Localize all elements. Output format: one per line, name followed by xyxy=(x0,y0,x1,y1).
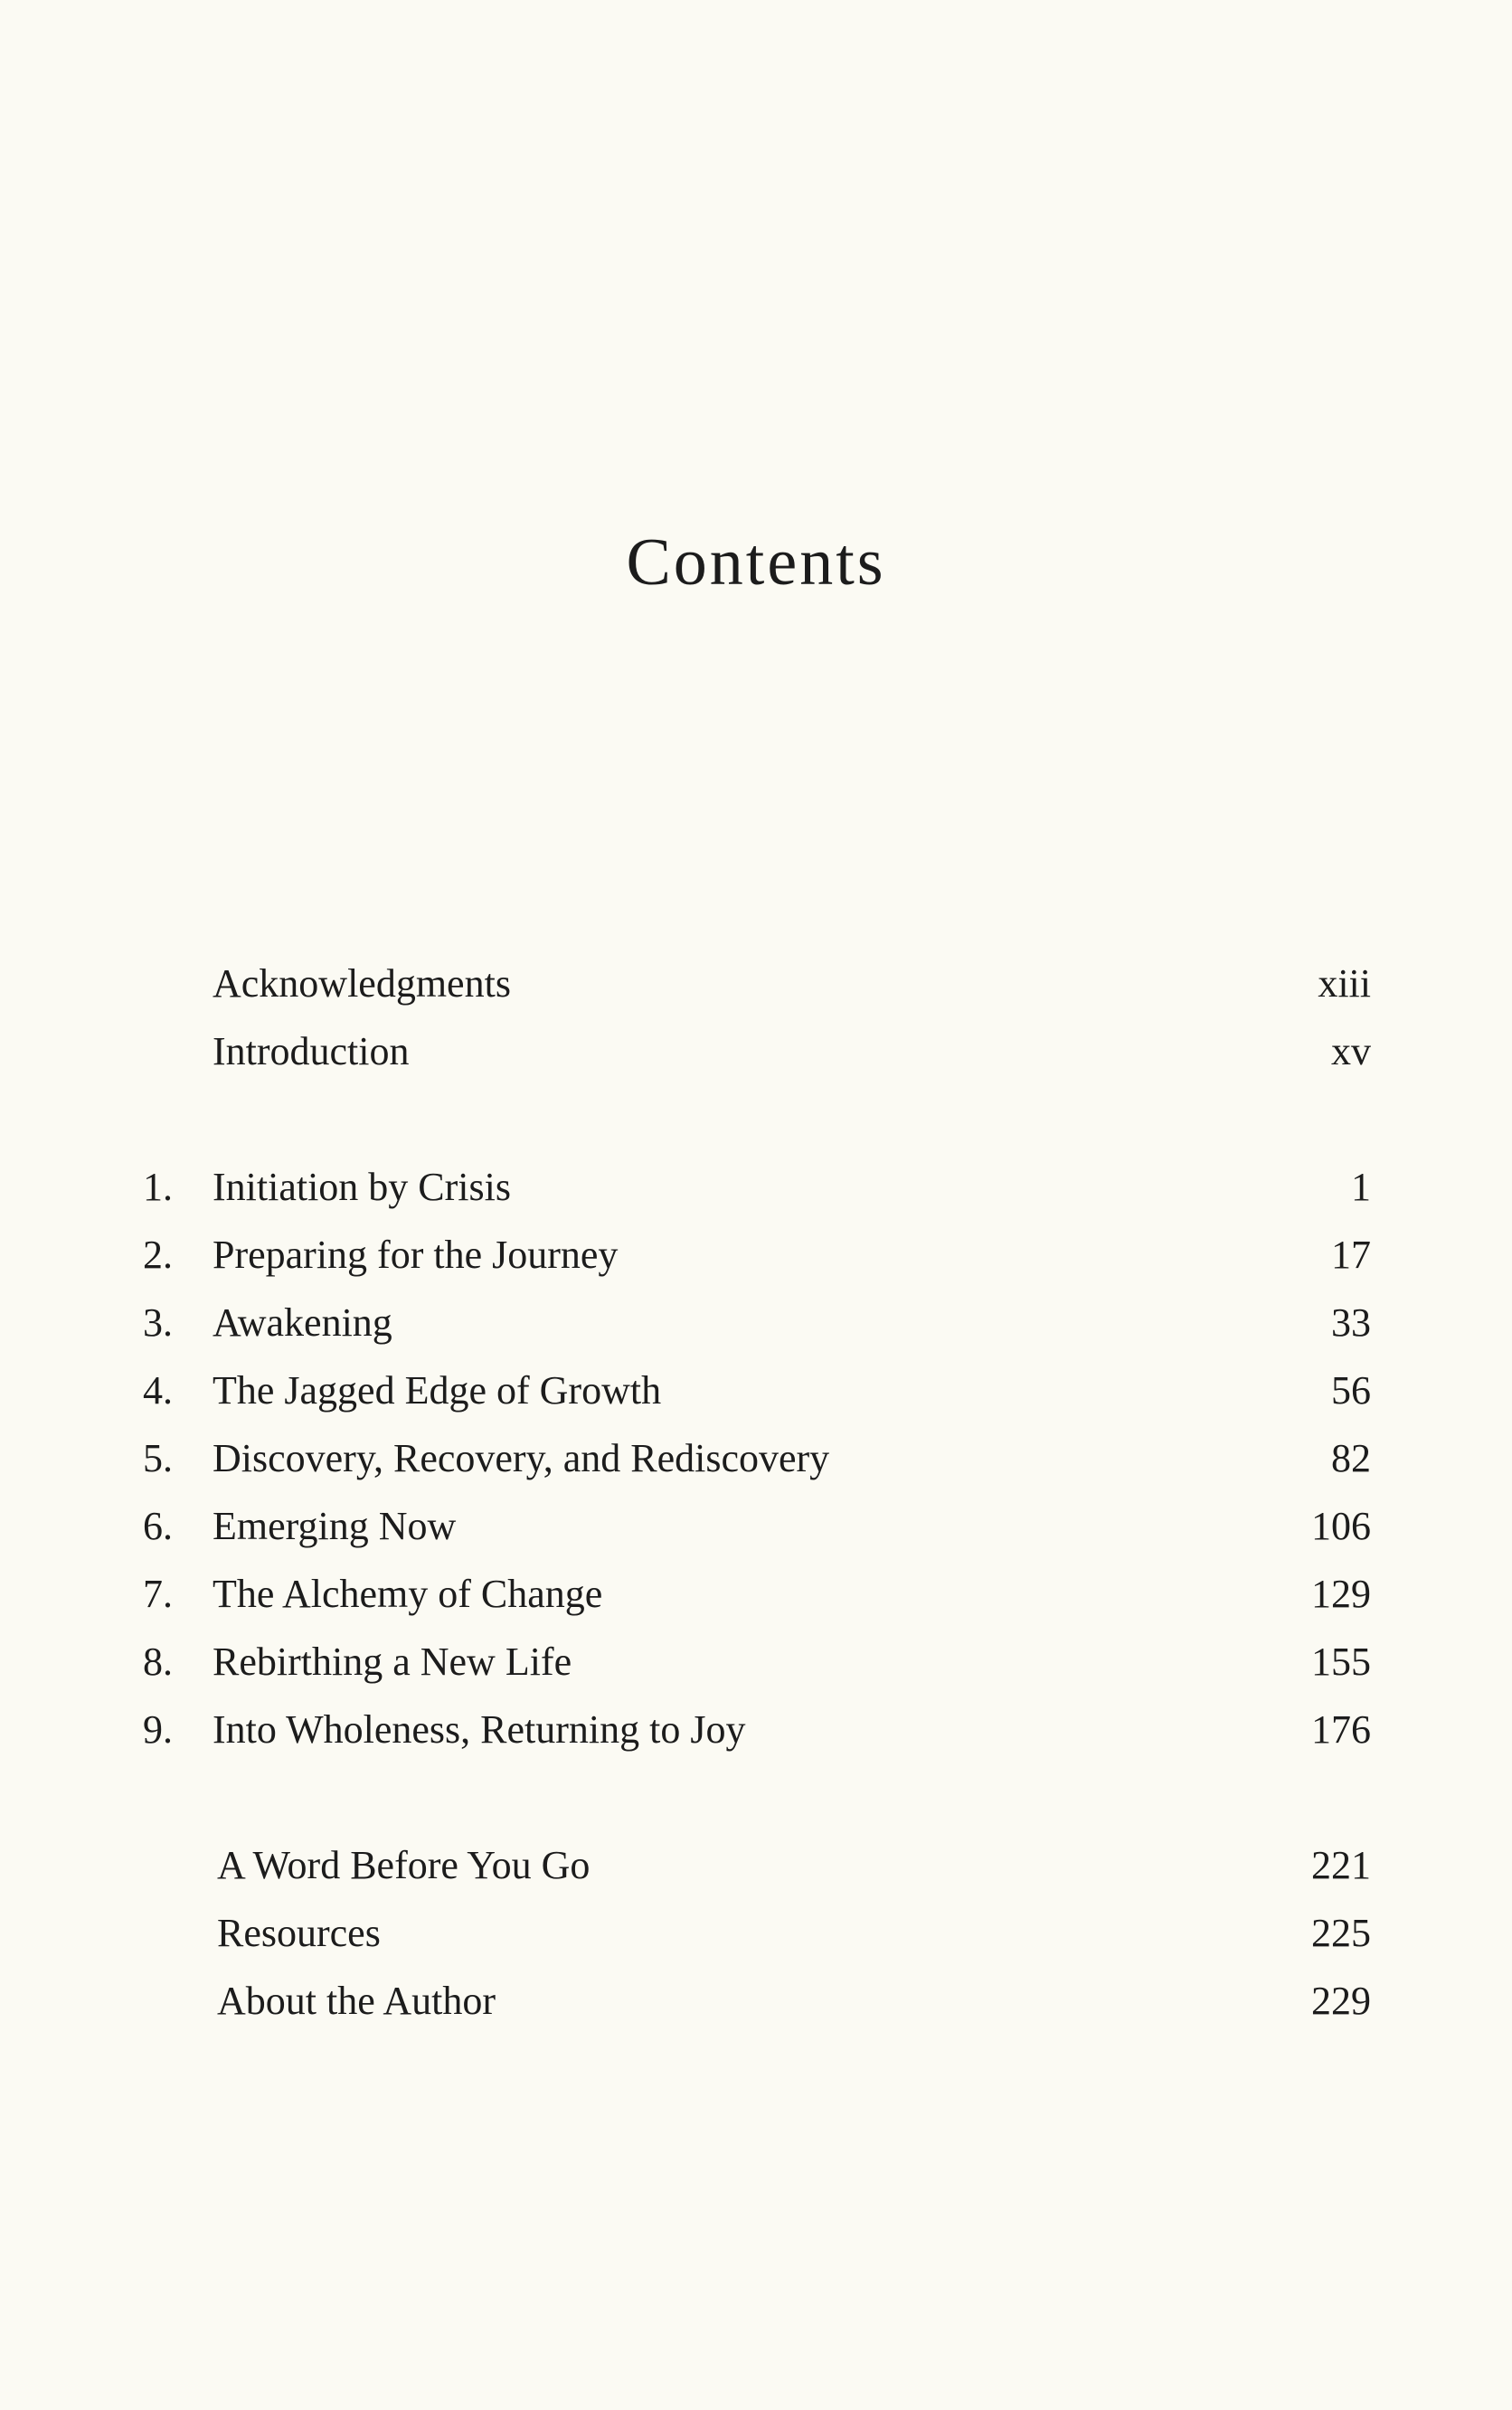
toc-entry-chapter-6 xyxy=(0,1499,1512,1554)
toc-entry-label: Rebirthing a New Life xyxy=(213,1640,572,1684)
toc-entry-label: Discovery, Recovery, and Rediscovery xyxy=(213,1436,830,1480)
toc-entry-chapter-7 xyxy=(0,1567,1512,1621)
toc-entry-chapter-1 xyxy=(0,1160,1512,1214)
chapter-number: 3. xyxy=(143,1300,173,1345)
toc-entry-a-word-before-you-go xyxy=(0,1838,1512,1893)
chapter-number: 8. xyxy=(143,1640,173,1684)
chapter-number: 7. xyxy=(143,1572,173,1616)
toc-entry-chapter-3 xyxy=(0,1296,1512,1350)
toc-entry-page: 176 xyxy=(1311,1707,1371,1752)
chapter-number: 2. xyxy=(143,1233,173,1277)
page-title: Contents xyxy=(626,525,886,600)
toc-entry-label: Initiation by Crisis xyxy=(213,1165,511,1209)
toc-entry-page: 82 xyxy=(1331,1436,1371,1480)
toc-entry-label: About the Author xyxy=(217,1979,496,2023)
toc-entry-label: Introduction xyxy=(213,1029,410,1073)
chapter-number: 9. xyxy=(143,1707,173,1752)
toc-entry-chapter-2 xyxy=(0,1228,1512,1282)
toc-entry-label: Awakening xyxy=(213,1300,392,1345)
toc-entry-page: 33 xyxy=(1331,1300,1371,1345)
toc-entry-about-the-author xyxy=(0,1974,1512,2028)
toc-entry-label: The Alchemy of Change xyxy=(213,1572,603,1616)
toc-entry-page: 225 xyxy=(1311,1911,1371,1955)
toc-entry-label: A Word Before You Go xyxy=(217,1843,591,1887)
toc-entry-label: Resources xyxy=(217,1911,381,1955)
toc-entry-page: 1 xyxy=(1351,1165,1371,1209)
chapter-number: 5. xyxy=(143,1436,173,1480)
toc-entry-label: The Jagged Edge of Growth xyxy=(213,1368,662,1413)
toc-entry-acknowledgments xyxy=(0,957,1512,1011)
toc-entry-introduction xyxy=(0,1025,1512,1079)
toc-entry-label: Into Wholeness, Returning to Joy xyxy=(213,1707,746,1752)
toc-entry-chapter-4 xyxy=(0,1364,1512,1418)
toc-entry-page: 17 xyxy=(1331,1233,1371,1277)
toc-entry-page: 56 xyxy=(1331,1368,1371,1413)
toc-entry-resources xyxy=(0,1906,1512,1961)
toc-entry-label: Preparing for the Journey xyxy=(213,1233,619,1277)
toc-entry-page: xiii xyxy=(1318,961,1371,1006)
toc-entry-page: 155 xyxy=(1311,1640,1371,1684)
chapter-number: 4. xyxy=(143,1368,173,1413)
toc-entry-page: 229 xyxy=(1311,1979,1371,2023)
toc-entry-page: 221 xyxy=(1311,1843,1371,1887)
toc-entry-label: Acknowledgments xyxy=(213,961,511,1006)
toc-entry-chapter-9 xyxy=(0,1703,1512,1757)
toc-entry-chapter-5 xyxy=(0,1432,1512,1486)
toc-entry-page: 129 xyxy=(1311,1572,1371,1616)
chapter-number: 6. xyxy=(143,1504,173,1548)
toc-entry-chapter-8 xyxy=(0,1635,1512,1689)
toc-entry-page: xv xyxy=(1331,1029,1371,1073)
chapter-number: 1. xyxy=(143,1165,173,1209)
toc-entry-label: Emerging Now xyxy=(213,1504,457,1548)
toc-entry-page: 106 xyxy=(1311,1504,1371,1548)
